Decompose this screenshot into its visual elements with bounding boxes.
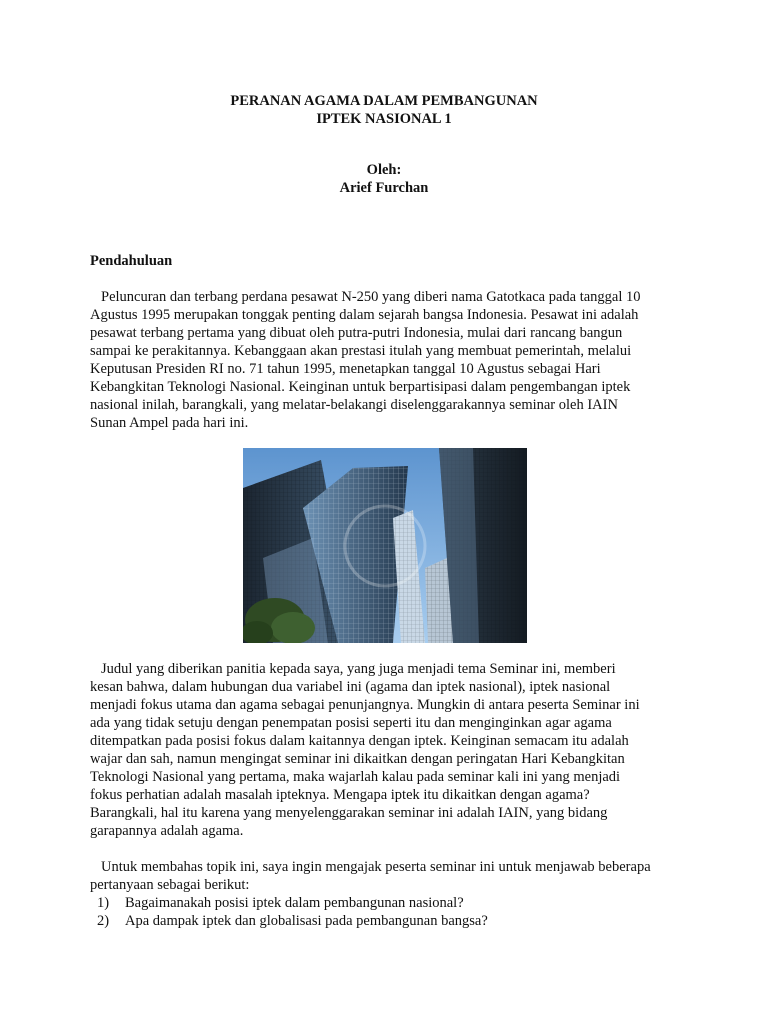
paragraph-line: Keputusan Presiden RI no. 71 tahun 1995, menetapkan tanggal 10 Agustus sebagai Hari (90, 361, 601, 377)
skyscrapers-photo (243, 448, 527, 643)
title-line-1: PERANAN AGAMA DALAM PEMBANGUNAN (230, 93, 538, 109)
paragraph-line: garapannya adalah agama. (90, 823, 244, 839)
list-item (97, 912, 488, 930)
list-number: 2) (97, 913, 110, 929)
title-line-2: IPTEK NASIONAL 1 (316, 111, 452, 127)
paragraph-line: nasional inilah, barangkali, yang melatar-belakangi diselenggarakannya seminar oleh IAIN (90, 397, 618, 413)
list-text: Apa dampak iptek dan globalisasi pada pembangunan bangsa? (125, 913, 488, 929)
paragraph-line: pertanyaan sebagai berikut: (90, 877, 250, 893)
paragraph-introduction (90, 288, 690, 432)
paragraph-line: Peluncuran dan terbang perdana pesawat N-250 yang diberi nama Gatotkaca pada tanggal 10 (101, 289, 641, 305)
paragraph-questions-intro (90, 858, 690, 894)
list-text: Bagaimanakah posisi iptek dalam pembangunan nasional? (125, 895, 464, 911)
paragraph-line: kesan bahwa, dalam hubungan dua variabel ini (agama dan iptek nasional), iptek nasional (90, 679, 611, 695)
author-label: Oleh: (366, 162, 402, 178)
paragraph-line: Kebangkitan Teknologi Nasional. Keinginan untuk berpartisipasi dalam pengembangan iptek (90, 379, 631, 395)
paragraph-line: Sunan Ampel pada hari ini. (90, 415, 249, 431)
paragraph-line: sampai ke perakitannya. Kebanggaan akan prestasi itulah yang membuat pemerintah, melalui (90, 343, 632, 359)
question-list (97, 894, 488, 930)
author-block (0, 161, 768, 197)
paragraph-line: ditempatkan pada posisi fokus dalam kaitannya dengan iptek. Keinginan semacam itu adalah (90, 733, 629, 749)
author-name: Arief Furchan (339, 180, 429, 196)
paragraph-line: wajar dan sah, namun mengingat seminar ini dikaitkan dengan peringatan Hari Kebangkitan (90, 751, 625, 767)
paragraph-line: ada yang tidak setuju dengan penempatan posisi seperti itu dan menginginkan agar agama (90, 715, 612, 731)
paragraph-line: Agustus 1995 merupakan tonggak penting dalam sejarah bangsa Indonesia. Pesawat ini adalah (90, 307, 639, 323)
document-title (0, 92, 768, 128)
paragraph-line: fokus perhatian adalah masalah ipteknya. Mengapa iptek itu dikaitkan dengan agama? (90, 787, 590, 803)
paragraph-line: Judul yang diberikan panitia kepada saya, yang juga menjadi tema Seminar ini, memberi (101, 661, 616, 677)
section-heading: Pendahuluan (90, 253, 173, 269)
list-number: 1) (97, 895, 110, 911)
list-item (97, 894, 488, 912)
paragraph-line: Untuk membahas topik ini, saya ingin mengajak peserta seminar ini untuk menjawab beberapa (101, 859, 651, 875)
paragraph-line: pesawat terbang pertama yang dibuat oleh putra-putri Indonesia, mulai dari rancang bangun (90, 325, 623, 341)
paragraph-line: Barangkali, hal itu karena yang menyelenggarakan seminar ini adalah IAIN, yang bidang (90, 805, 608, 821)
paragraph-line: menjadi fokus utama dan agama sebagai penunjangnya. Mungkin di antara peserta Seminar ini (90, 697, 640, 713)
paragraph-theme (90, 660, 690, 840)
paragraph-line: Teknologi Nasional yang pertama, maka wajarlah kalau pada seminar kali ini yang menjadi (90, 769, 621, 785)
